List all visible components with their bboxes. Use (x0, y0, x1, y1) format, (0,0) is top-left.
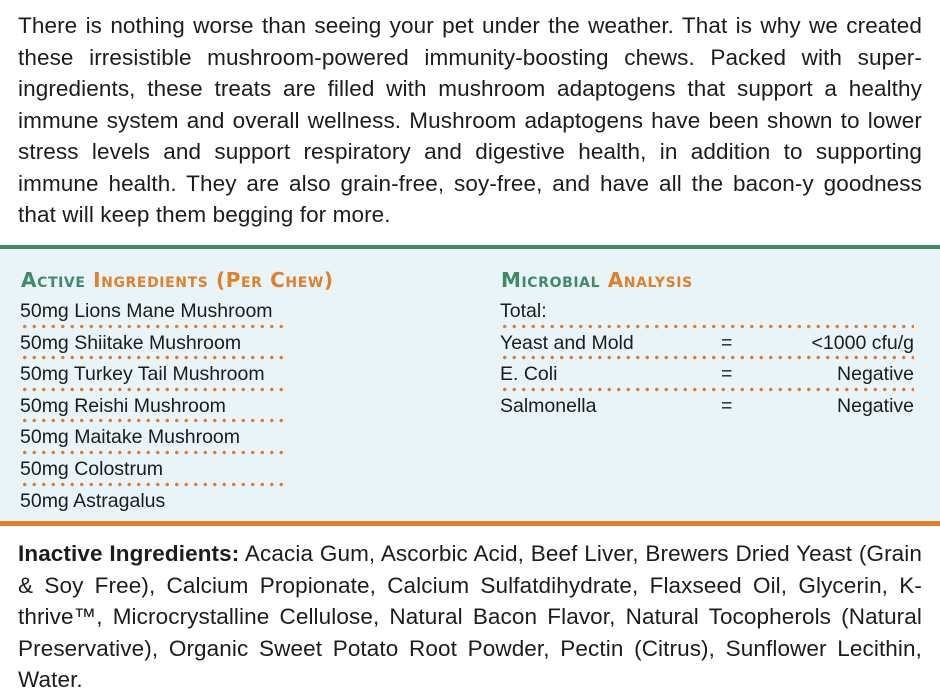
equals-sign: = (721, 394, 733, 417)
list-item: 50mg Reishi Mushroom (20, 392, 286, 424)
microbial-name: Salmonella (500, 394, 597, 417)
table-row (500, 360, 914, 392)
list-item: 50mg Lions Mane Mushroom (20, 297, 286, 329)
inactive-ingredients-label: Inactive Ingredients: (18, 541, 240, 566)
microbial-value: Negative (837, 363, 914, 386)
equals-sign: = (721, 363, 733, 386)
active-heading-orange: Ingredients (Per Chew) (93, 268, 334, 292)
list-item: 50mg Turkey Tail Mushroom (20, 360, 286, 392)
table-row (500, 297, 914, 329)
microbial-heading-green: Microbial (501, 268, 601, 292)
table-row (500, 329, 914, 361)
inactive-ingredients-paragraph (18, 538, 922, 696)
microbial-value: Negative (837, 394, 914, 417)
active-ingredients-list (20, 297, 286, 518)
equals-sign: = (721, 331, 733, 354)
microbial-name: Yeast and Mold (500, 331, 634, 354)
list-item: 50mg Maitake Mushroom (20, 423, 286, 455)
inactive-ingredients-text: Acacia Gum, Ascorbic Acid, Beef Liver, Brewers Dried Yeast (Grain & Soy Free), Calcium Propionate, Calcium Sulfatdihydrate, Flaxseed Oil, Glycerin, K-thrive™, Microcrystalline Cellulose, Natural Bacon Flavor, Natural Tocopherols (Natural Preservative), Organic Sweet Potato Root Powder, Pectin (Citrus), Sunflower Lecithin, Water. (18, 541, 922, 692)
intro-paragraph: There is nothing worse than seeing your pet under the weather. That is why we created these irresistible mushroom-powered immunity-boosting chews. Packed with super-ingredients, these treats are filled with mushroom adaptogens that support a healthy immune system and overall wellness. Mushroom adaptogens have been shown to lower stress levels and support respiratory and digestive health, in addition to supporting immune health. They are also grain-free, soy-free, and have all the bacon-y goodness that will keep them begging for more. (18, 13, 922, 227)
active-ingredients-heading (21, 268, 334, 292)
orange-divider (0, 521, 940, 526)
microbial-analysis-heading (501, 268, 693, 292)
microbial-heading-orange: Analysis (607, 268, 693, 292)
table-row (500, 392, 914, 424)
microbial-analysis-table (500, 297, 914, 423)
list-item: 50mg Colostrum (20, 455, 286, 487)
microbial-name: Total: (500, 300, 547, 322)
active-heading-green: Active (21, 268, 86, 292)
list-item: 50mg Shiitake Mushroom (20, 329, 286, 361)
microbial-name: E. Coli (500, 363, 558, 386)
microbial-value: <1000 cfu/g (811, 331, 914, 354)
list-item: 50mg Astragalus (20, 489, 166, 512)
